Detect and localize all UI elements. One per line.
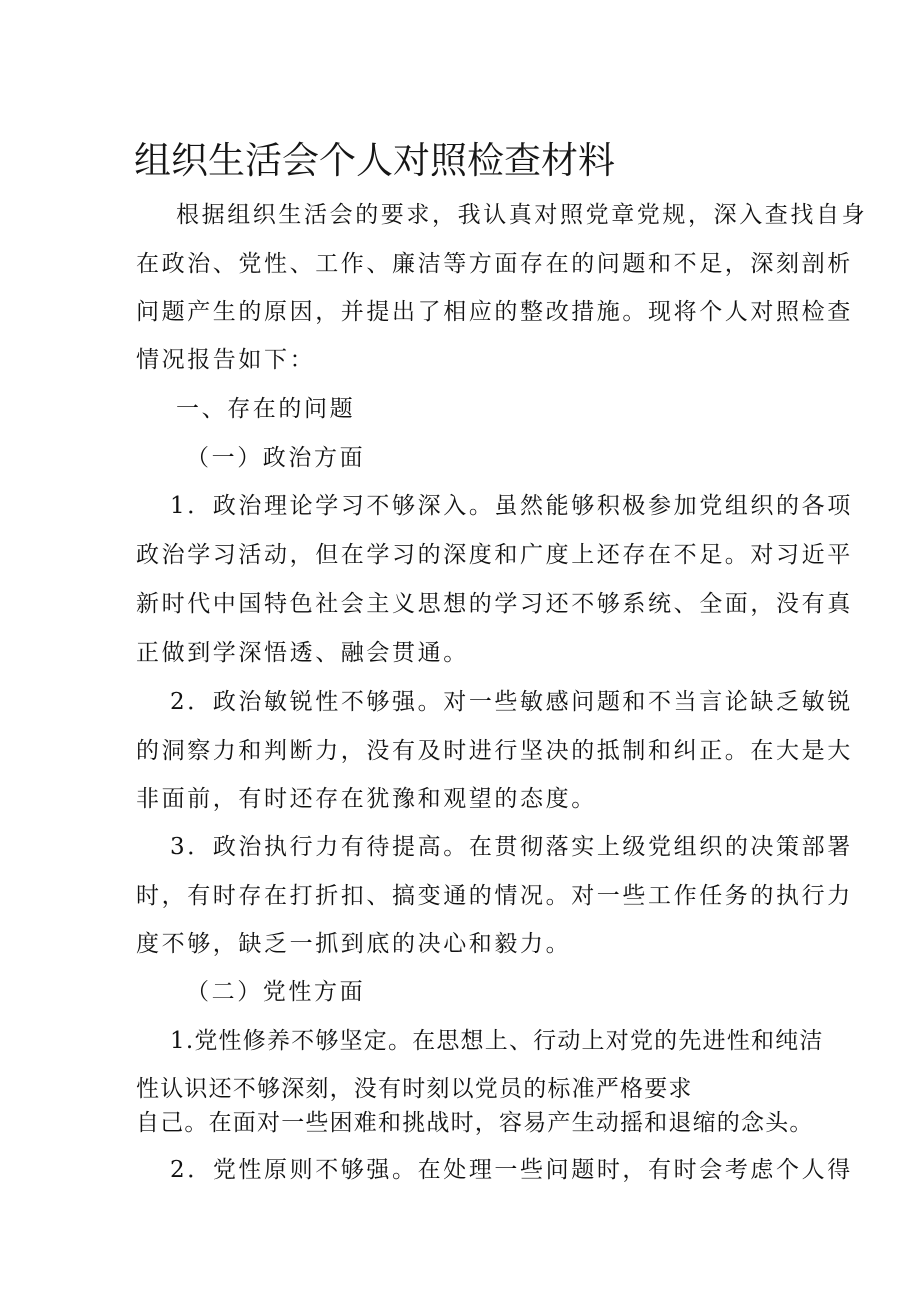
paragraph-line: 正做到学深悟透、融会贯通。 [136,640,469,666]
paragraph-line: 3．政治执行力有待提高。在贯彻落实上级党组织的决策部署 [170,834,853,860]
paragraph-line: 根据组织生活会的要求，我认真对照党章党规，深入查找自身 [176,202,868,228]
paragraph-line: 1.党性修养不够坚定。在思想上、行动上对党的先进性和纯洁 [170,1028,824,1054]
paragraph-line: 非面前，有时还存在犹豫和观望的态度。 [136,786,597,812]
paragraph-line: 的洞察力和判断力，没有及时进行坚决的抵制和纠正。在大是大 [136,738,853,764]
paragraph-line: 新时代中国特色社会主义思想的学习还不够系统、全面，没有真 [136,591,853,617]
paragraph-line: 时，有时存在打折扣、搞变通的情况。对一些工作任务的执行力 [136,883,853,909]
paragraph-line: 性认识还不够深刻，没有时刻以党员的标准严格要求 [136,1076,693,1102]
paragraph-line: 情况报告如下： [136,347,316,373]
subsection-heading: （一）政治方面 [186,445,366,471]
section-heading: 一、存在的问题 [176,396,356,422]
paragraph-line: 政治学习活动，但在学习的深度和广度上还存在不足。对习近平 [136,542,853,568]
paragraph-line: 1．政治理论学习不够深入。虽然能够积极参加党组织的各项 [170,493,853,519]
paragraph-line: 在政治、党性、工作、廉洁等方面存在的问题和不足，深刻剖析 [136,251,853,277]
paragraph-line: 2．党性原则不够强。在处理一些问题时，有时会考虑个人得 [170,1157,853,1183]
paragraph-line: 问题产生的原因，并提出了相应的整改措施。现将个人对照检查 [136,299,853,325]
subsection-heading: （二）党性方面 [186,979,366,1005]
paragraph-line: 2．政治敏锐性不够强。对一些敏感问题和不当言论缺乏敏锐 [170,689,853,715]
document-title: 组织生活会个人对照检查材料 [134,139,615,182]
paragraph-line: 度不够，缺乏一抓到底的决心和毅力。 [136,931,572,957]
paragraph-line: 自己。在面对一些困难和挑战时，容易产生动摇和退缩的念头。 [136,1110,814,1136]
